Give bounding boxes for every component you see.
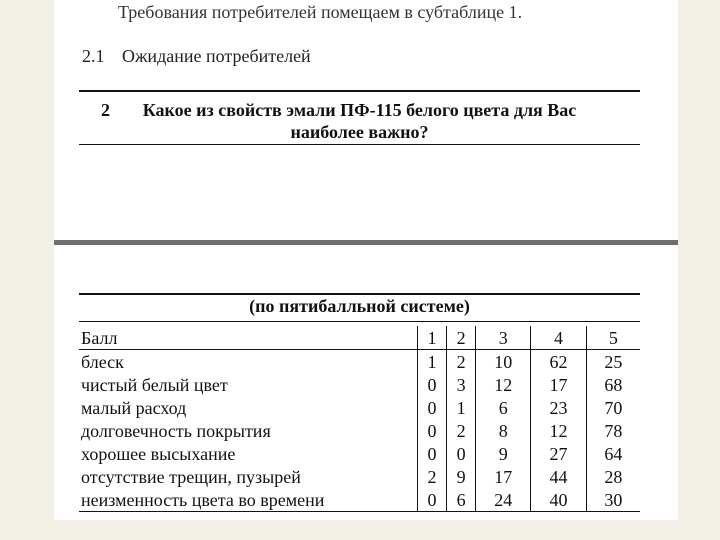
row-value: 9 <box>447 465 476 488</box>
table-row <box>79 488 640 512</box>
row-value: 44 <box>531 465 586 488</box>
row-value: 3 <box>447 373 476 396</box>
row-value: 0 <box>418 419 447 442</box>
section-heading <box>82 46 311 67</box>
row-value: 2 <box>447 419 476 442</box>
row-value: 0 <box>418 373 447 396</box>
section-title: Ожидание потребителей <box>122 46 311 66</box>
question-bottom-rule <box>79 144 640 145</box>
row-value: 0 <box>447 442 476 465</box>
row-value: 27 <box>531 442 586 465</box>
question-top-rule <box>79 90 640 92</box>
row-value: 62 <box>531 350 586 374</box>
header-score: 1 <box>418 326 447 350</box>
table-row <box>79 350 640 374</box>
row-value: 17 <box>531 373 586 396</box>
row-value: 0 <box>418 396 447 419</box>
row-label: малый расход <box>81 397 187 418</box>
row-value: 12 <box>476 373 531 396</box>
section-number: 2.1 <box>82 46 105 66</box>
slide-separator <box>54 240 678 245</box>
header-score: 5 <box>586 326 640 350</box>
row-value: 9 <box>476 442 531 465</box>
row-value: 23 <box>531 396 586 419</box>
intro-text: Требования потребителей помещаем в субтаблице 1. <box>118 2 523 22</box>
row-label: долговечность покрытия <box>81 420 271 441</box>
row-value: 2 <box>447 350 476 374</box>
header-label: Балл <box>79 326 418 350</box>
table-row <box>79 373 640 396</box>
row-value: 64 <box>586 442 640 465</box>
row-label: отсутствие трещин, пузырей <box>81 466 301 487</box>
row-value: 2 <box>418 465 447 488</box>
question-line-2: наиболее важно? <box>290 122 429 142</box>
table-row <box>79 442 640 465</box>
table-row <box>79 396 640 419</box>
table-top-rule <box>79 293 640 295</box>
row-value: 17 <box>476 465 531 488</box>
row-value: 28 <box>586 465 640 488</box>
table-subtitle: (по пятибалльной системе) <box>249 296 470 316</box>
row-label: хорошее высыхание <box>81 443 236 464</box>
row-value: 0 <box>418 488 447 512</box>
row-value: 8 <box>476 419 531 442</box>
row-value: 10 <box>476 350 531 374</box>
scores-table <box>79 326 640 512</box>
row-label: чистый белый цвет <box>81 374 228 395</box>
row-value: 70 <box>586 396 640 419</box>
row-value: 12 <box>531 419 586 442</box>
table-row <box>79 465 640 488</box>
row-value: 6 <box>447 488 476 512</box>
question-block <box>79 99 640 143</box>
row-value: 0 <box>418 442 447 465</box>
header-score: 3 <box>476 326 531 350</box>
row-label: неизменность цвета во времени <box>79 488 418 512</box>
row-value: 24 <box>476 488 531 512</box>
table-row <box>79 419 640 442</box>
row-value: 78 <box>586 419 640 442</box>
row-value: 1 <box>447 396 476 419</box>
subtitle-rule <box>79 321 640 322</box>
row-value: 6 <box>476 396 531 419</box>
row-value: 25 <box>586 350 640 374</box>
header-score: 4 <box>531 326 586 350</box>
row-label: блеск <box>81 351 124 372</box>
header-score: 2 <box>447 326 476 350</box>
question-number: 2 <box>101 100 110 120</box>
row-value: 30 <box>586 488 640 512</box>
row-value: 40 <box>531 488 586 512</box>
table-header-row <box>79 326 640 350</box>
row-value: 68 <box>586 373 640 396</box>
question-line-1: Какое из свойств эмали ПФ-115 белого цвета для Вас <box>142 100 577 120</box>
row-value: 1 <box>418 350 447 374</box>
